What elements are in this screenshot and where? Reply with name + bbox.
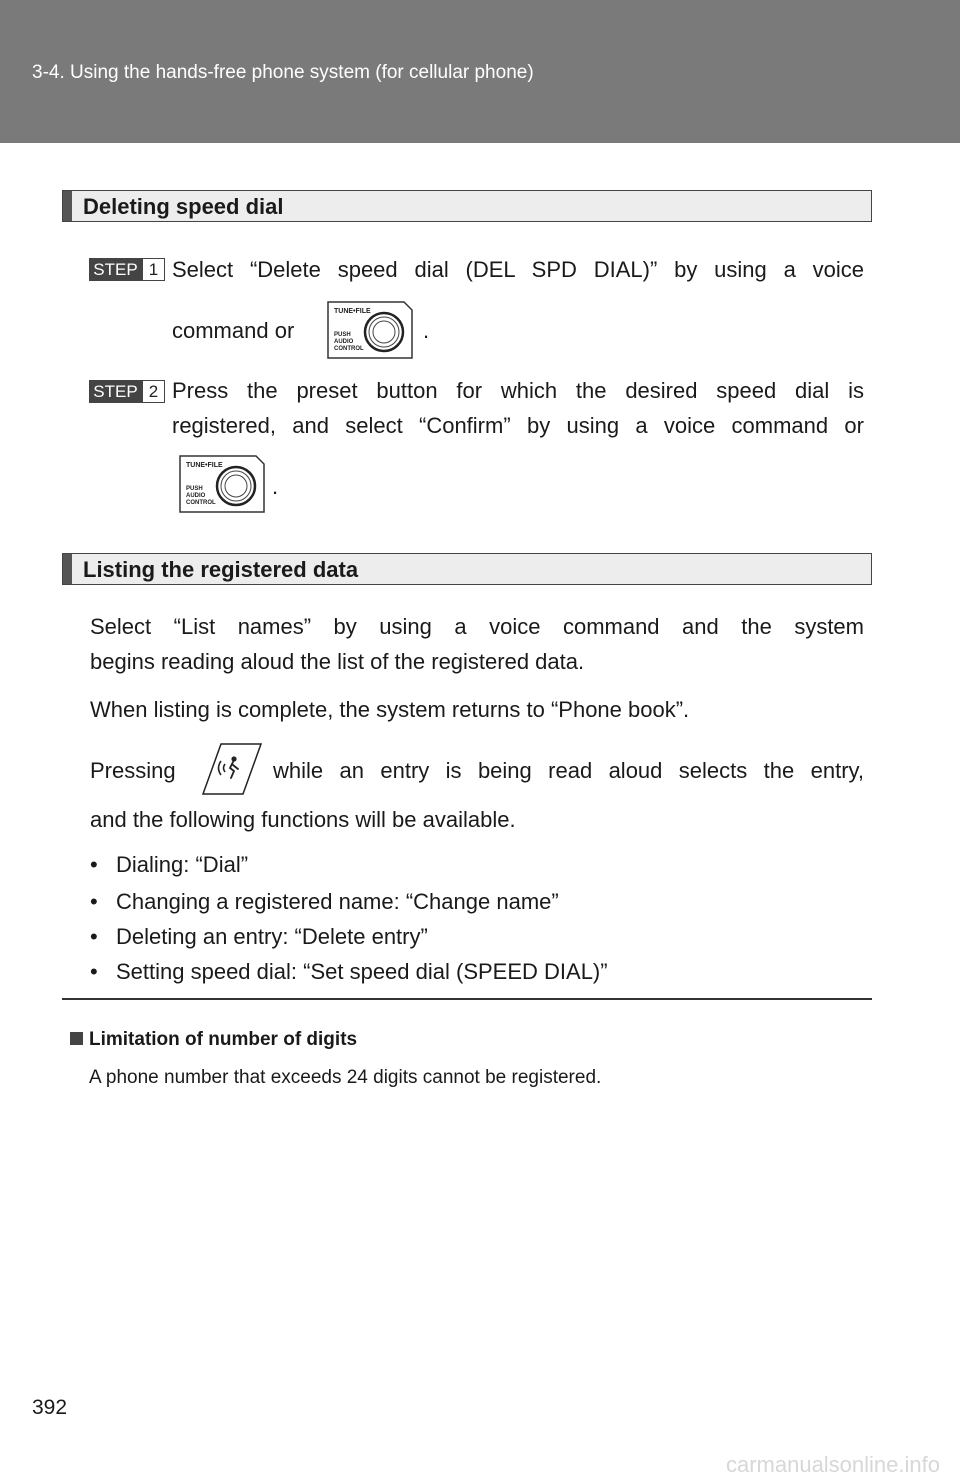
step-2-period: . [272, 474, 279, 499]
step-1-period: . [423, 318, 430, 343]
square-bullet-icon [70, 1032, 83, 1045]
section-heading-deleting [62, 190, 872, 222]
list-item-text: Changing a registered name: “Change name” [116, 889, 559, 914]
watermark: carmanualsonline.info [725, 1452, 940, 1477]
divider [62, 998, 872, 1000]
tune-file-knob-icon [178, 454, 266, 514]
tune-file-knob-icon [326, 300, 414, 360]
knob-label-3: CONTROL [186, 500, 216, 506]
section-accent [63, 554, 72, 584]
list-item-text: Dialing: “Dial” [116, 852, 249, 877]
section-title: Deleting speed dial [83, 194, 284, 219]
knob-label-1: PUSH [334, 332, 351, 338]
listing-para-1-line-1: Select “List names” by using a voice command and the system [90, 614, 864, 639]
section-title: Listing the registered data [83, 557, 359, 582]
list-item: • Deleting an entry: “Delete entry” [90, 924, 428, 949]
note-heading [70, 1029, 357, 1051]
knob-label-top: TUNE•FILE [186, 462, 223, 469]
header-band [0, 0, 960, 143]
section-heading-listing [62, 553, 872, 585]
step-1-badge [89, 258, 165, 281]
step-label: STEP [89, 258, 142, 281]
chapter-title: 3-4. Using the hands-free phone system (for cellular phone) [32, 62, 534, 83]
step-number: 1 [142, 258, 165, 281]
step-1-line-1: Select “Delete speed dial (DEL SPD DIAL)” by using a voice [172, 257, 864, 282]
knob-label-1: PUSH [186, 486, 203, 492]
list-item-text: Setting speed dial: “Set speed dial (SPEED DIAL)” [116, 959, 608, 984]
note-body: A phone number that exceeds 24 digits cannot be registered. [89, 1067, 602, 1088]
listing-para-3-end: while an entry is being read aloud selects the entry, [273, 758, 864, 783]
listing-para-1-line-2: begins reading aloud the list of the registered data. [90, 649, 585, 674]
page-number: 392 [32, 1396, 68, 1419]
knob-label-top: TUNE•FILE [334, 308, 371, 315]
step-label: STEP [89, 380, 142, 403]
step-2-line-1: Press the preset button for which the desired speed dial is [172, 378, 864, 403]
list-item: • Setting speed dial: “Set speed dial (SPEED DIAL)” [90, 959, 608, 984]
knob-label-3: CONTROL [334, 346, 364, 352]
listing-para-3-line-2: and the following functions will be available. [90, 807, 516, 832]
list-item: • Changing a registered name: “Change name” [90, 889, 559, 914]
listing-para-2: When listing is complete, the system returns to “Phone book”. [90, 697, 690, 722]
step-1-line-2: command or [172, 318, 295, 343]
list-item-text: Deleting an entry: “Delete entry” [116, 924, 428, 949]
step-number: 2 [142, 380, 165, 403]
knob-label-2: AUDIO [186, 493, 206, 499]
listing-para-3-start: Pressing [90, 758, 176, 783]
list-item: • Dialing: “Dial” [90, 852, 249, 877]
note-title: Limitation of number of digits [89, 1029, 358, 1050]
talk-switch-icon [201, 742, 263, 796]
section-accent [63, 191, 72, 221]
knob-label-2: AUDIO [334, 339, 354, 345]
step-2-badge [89, 380, 165, 403]
step-2-line-2: registered, and select “Confirm” by using a voice command or [172, 413, 864, 438]
